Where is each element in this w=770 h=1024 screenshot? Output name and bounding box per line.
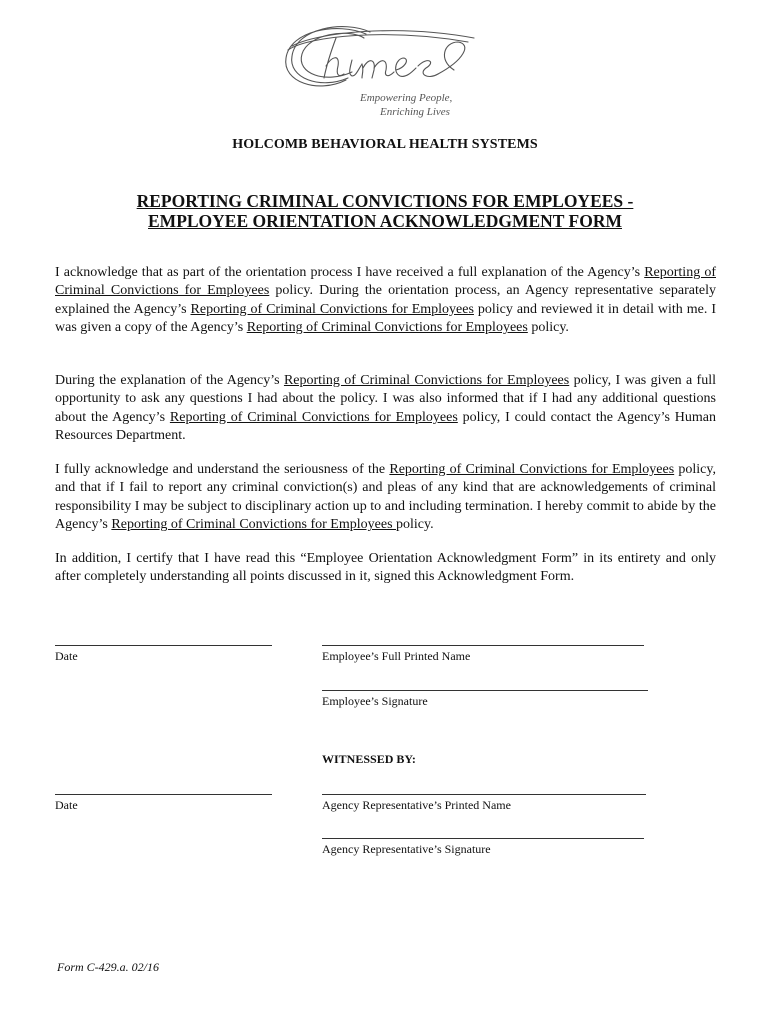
- form-number: Form C-429.a. 02/16: [57, 960, 159, 974]
- date-signature-line-2[interactable]: [55, 794, 272, 795]
- policy-link: Reporting of Criminal Convictions for Employees: [55, 265, 716, 299]
- policy-link: Reporting of Criminal Convictions for Employees: [169, 409, 458, 425]
- paragraph-3: I fully acknowledge and understand the seriousness of the Reporting of Criminal Convictions for Employees policy, and that if I fail to report any criminal conviction(s) and pleas of any kind that are acknowledgements of criminal responsibility I may be subject to disciplinary action up to and including termination. I hereby commit to abide by the Agency’s Reporting of Criminal Convictions for Employees policy.: [55, 462, 716, 533]
- paragraph-2: During the explanation of the Agency’s Reporting of Criminal Convictions for Employees policy, I was given a full opportunity to ask any questions I had about the policy. I was also informed that if I had any additional questions about the Agency’s Reporting of Criminal Convictions for Employees policy, I could contact the Agency’s Human Resources Department.: [55, 373, 716, 444]
- policy-link: Reporting of Criminal Convictions for Employees: [246, 320, 528, 336]
- employee-signature-label: Employee’s Signature: [322, 694, 428, 708]
- chimes-logo: [268, 20, 498, 128]
- agency-signature-label: Agency Representative’s Signature: [322, 842, 491, 856]
- employee-printed-name-line[interactable]: [322, 645, 644, 646]
- policy-link: Reporting of Criminal Convictions for Employees: [283, 373, 570, 388]
- form-title-line-1: REPORTING CRIMINAL CONVICTIONS FOR EMPLOYEES -: [136, 191, 634, 211]
- agency-signature-line[interactable]: [322, 838, 644, 839]
- paragraph-4: In addition, I certify that I have read this “Employee Orientation Acknowledgment Form” in its entirety and only after completely understanding all points discussed in it, signed this Acknowledgment Form.: [55, 551, 716, 585]
- agency-printed-name-label: Agency Representative’s Printed Name: [322, 798, 511, 812]
- date-signature-line-1[interactable]: [55, 645, 272, 646]
- agency-printed-name-line[interactable]: [322, 794, 646, 795]
- organization-name: HOLCOMB BEHAVIORAL HEALTH SYSTEMS: [232, 137, 538, 152]
- logo-tagline-2: Enriching Lives: [380, 106, 450, 118]
- form-title-line-2: EMPLOYEE ORIENTATION ACKNOWLEDGMENT FORM: [148, 211, 622, 231]
- chimes-logo-icon: [268, 20, 498, 100]
- employee-signature-line[interactable]: [322, 690, 648, 691]
- date-label-1: Date: [55, 649, 78, 663]
- employee-printed-name-label: Employee’s Full Printed Name: [322, 649, 471, 663]
- paragraph-1: I acknowledge that as part of the orientation process I have received a full explanation of the Agency’s Reporting of Criminal Convictions for Employees policy. During the orientation process, an Agency representative separately explained the Agency’s Reporting of Criminal Convictions for Employees policy and reviewed it in detail with me. I was given a copy of the Agency’s Reporting of Criminal Convictions for Employees policy.: [55, 265, 716, 336]
- policy-link: Reporting of Criminal Convictions for Employees: [111, 517, 397, 533]
- policy-link: Reporting of Criminal Convictions for Employees: [389, 462, 675, 477]
- date-label-2: Date: [55, 798, 78, 812]
- policy-link: Reporting of Criminal Convictions for Employees: [190, 301, 474, 317]
- logo-tagline-1: Empowering People,: [360, 92, 453, 104]
- witnessed-by-heading: WITNESSED BY:: [322, 752, 416, 766]
